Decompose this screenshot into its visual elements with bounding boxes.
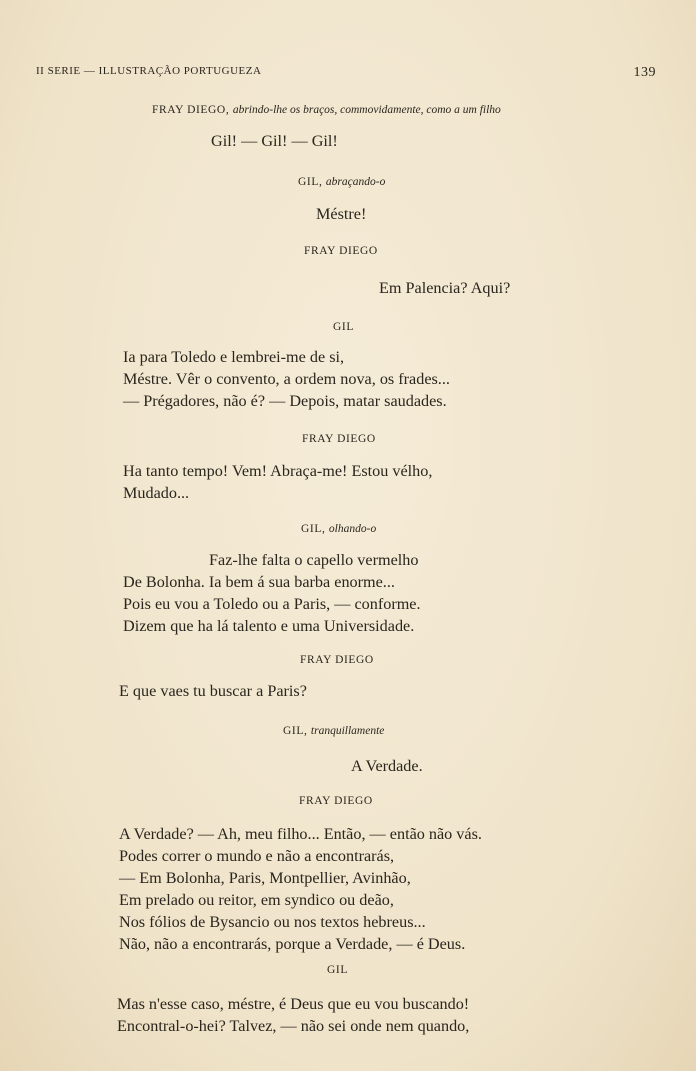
verse-line: Encontral-o-hei? Talvez, — não sei onde nem quando, xyxy=(117,1017,470,1035)
verse-line: Em Palencia? Aqui? xyxy=(379,279,511,297)
stage-direction: abraçando-o xyxy=(325,176,386,188)
series-title: II SERIE — ILLUSTRAÇÃO PORTUGUEZA xyxy=(36,65,262,77)
page-number: 139 xyxy=(633,65,656,80)
speaker-name: GIL, xyxy=(283,725,308,737)
speaker-name: FRAY DIEGO xyxy=(300,654,374,666)
verse-line: Podes correr o mundo e não a encontrarás, xyxy=(119,847,395,865)
verse-line: Gil! — Gil! — Gil! xyxy=(211,132,338,150)
verse-line: Ia para Toledo e lembrei-me de si, xyxy=(123,348,345,366)
stanza xyxy=(119,680,307,702)
verse-line: Méstre. Vêr o convento, a ordem nova, os frades... xyxy=(123,370,450,388)
verse-line: Mudado... xyxy=(123,484,190,502)
stanza xyxy=(119,823,482,955)
stage-direction: abrindo-lhe os braços, commovidamente, como a um filho xyxy=(232,104,501,116)
verse-line: A Verdade. xyxy=(351,757,423,775)
verse-line: Pois eu vou a Toledo ou a Paris, — conforme. xyxy=(123,595,421,613)
verse-line: E que vaes tu buscar a Paris? xyxy=(119,682,307,700)
verse-line: Não, não a encontrarás, porque a Verdade, — é Deus. xyxy=(119,935,466,953)
verse-line: Mas n'esse caso, méstre, é Deus que eu vou buscando! xyxy=(117,995,470,1013)
verse-line: Nos fólios de Bysancio ou nos textos hebreus... xyxy=(119,913,426,931)
stage-direction: olhando-o xyxy=(328,523,377,535)
speaker-heading xyxy=(152,104,501,116)
stanza xyxy=(123,549,421,637)
stage-direction: tranquillamente xyxy=(310,725,385,737)
verse-line: — Prégadores, não é? — Depois, matar saudades. xyxy=(123,392,447,410)
verse-line: Ha tanto tempo! Vem! Abraça-me! Estou vélho, xyxy=(123,462,433,480)
speaker-name: FRAY DIEGO xyxy=(302,433,376,445)
verse-line: Faz-lhe falta o capello vermelho xyxy=(209,551,419,569)
stanza xyxy=(117,993,469,1037)
stanza xyxy=(123,346,450,412)
running-header xyxy=(36,63,656,85)
verse-line: Méstre! xyxy=(316,205,367,223)
verse-line: De Bolonha. Ia bem á sua barba enorme... xyxy=(123,573,395,591)
speaker-name: GIL, xyxy=(298,176,323,188)
speaker-name: GIL, xyxy=(301,523,326,535)
speaker-name: GIL xyxy=(327,964,348,976)
verse-line: A Verdade? — Ah, meu filho... Então, — então não vás. xyxy=(119,825,482,843)
speaker-name: GIL xyxy=(333,321,354,333)
verse-line: — Em Bolonha, Paris, Montpellier, Avinhão, xyxy=(119,869,411,887)
speaker-name: FRAY DIEGO xyxy=(304,245,378,257)
speaker-name: FRAY DIEGO, xyxy=(152,104,230,116)
stanza xyxy=(123,460,432,504)
speaker-heading xyxy=(283,725,384,737)
verse-line: Dizem que ha lá talento e uma Universidade. xyxy=(123,617,415,635)
speaker-heading xyxy=(301,523,376,535)
speaker-heading xyxy=(298,176,385,188)
speaker-name: FRAY DIEGO xyxy=(299,795,373,807)
verse-line: Em prelado ou reitor, em syndico ou deão, xyxy=(119,891,394,909)
